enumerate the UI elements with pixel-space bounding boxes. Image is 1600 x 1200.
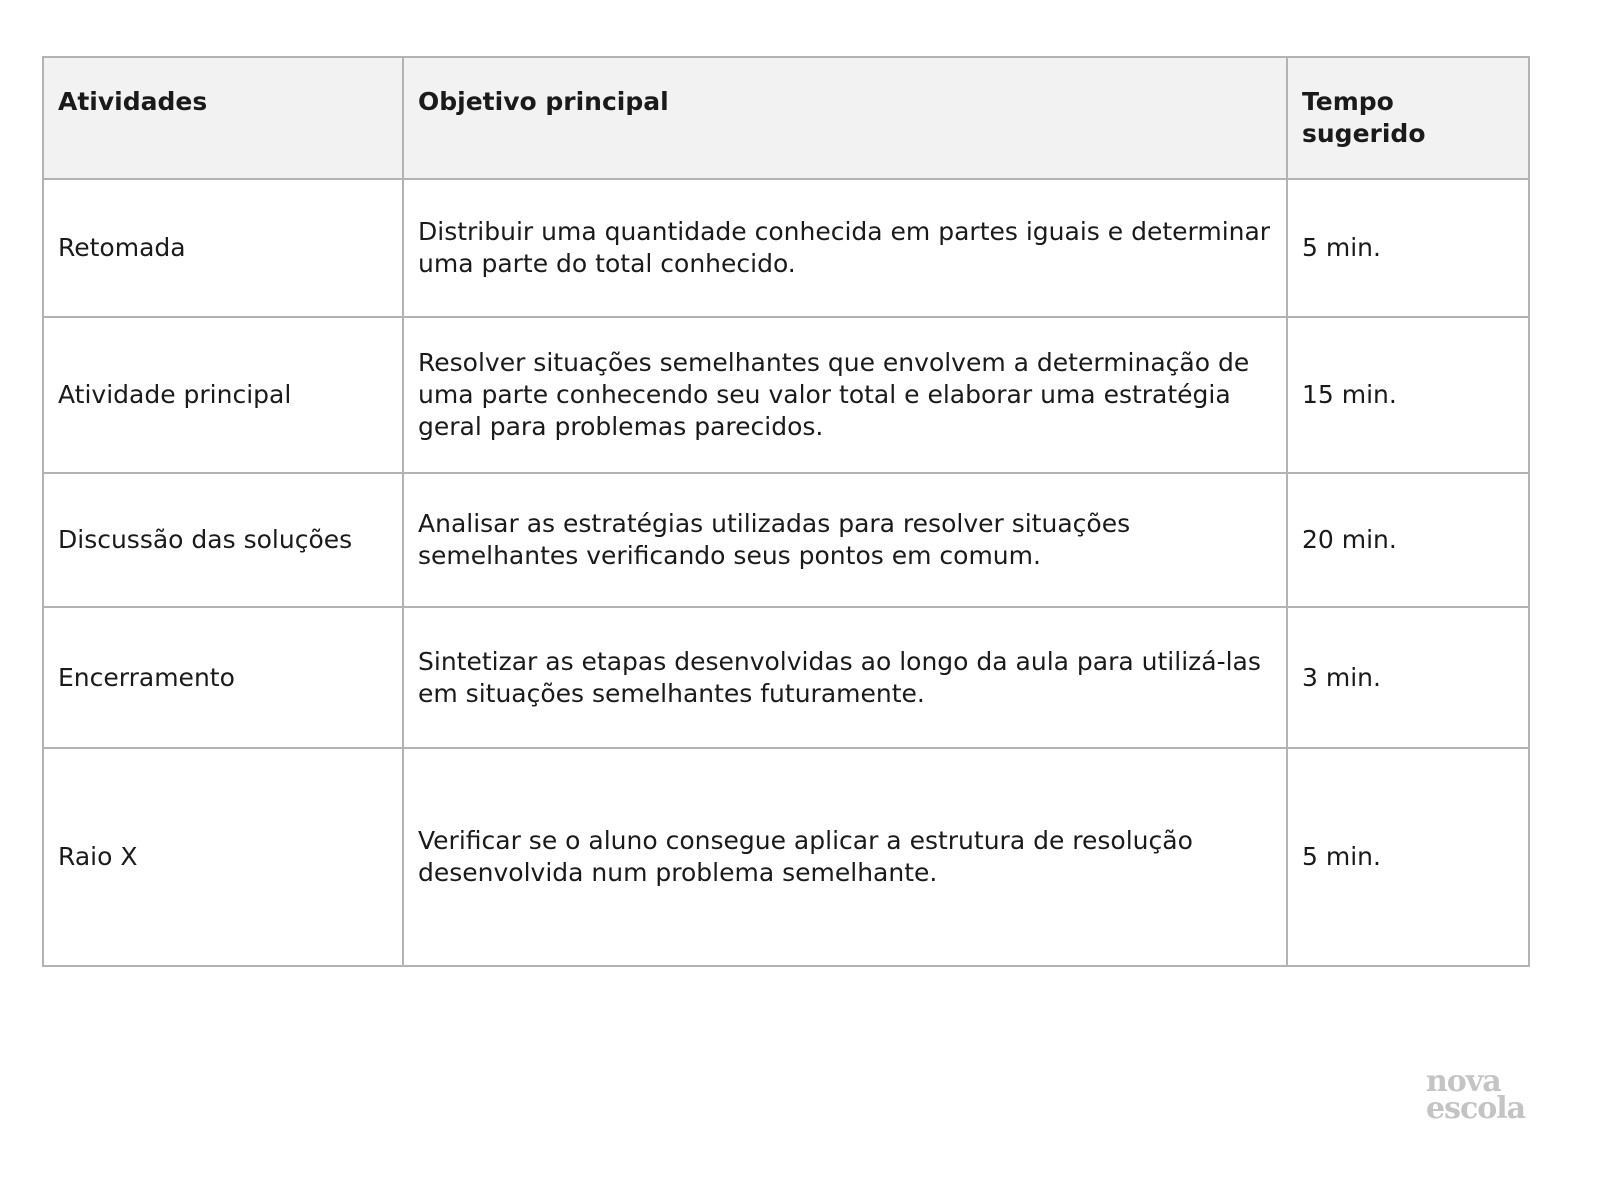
nova-escola-logo: [1426, 1064, 1546, 1126]
cell-time: 15 min.: [1287, 317, 1529, 473]
cell-time: 20 min.: [1287, 473, 1529, 607]
cell-time: 5 min.: [1287, 179, 1529, 317]
logo-line-1: nova: [1426, 1064, 1501, 1099]
cell-activity: Retomada: [43, 179, 403, 317]
table-header: [43, 57, 1529, 179]
table-row: [43, 748, 1529, 966]
header-activity: Atividades: [43, 57, 403, 179]
header-row: [43, 57, 1529, 179]
table-row: [43, 473, 1529, 607]
table-row: [43, 317, 1529, 473]
cell-time: 3 min.: [1287, 607, 1529, 748]
cell-objective: Sintetizar as etapas desenvolvidas ao longo da aula para utilizá-las em situações semelhantes futuramente.: [403, 607, 1287, 748]
cell-objective: Resolver situações semelhantes que envolvem a determinação de uma parte conhecendo seu valor total e elaborar uma estratégia geral para problemas parecidos.: [403, 317, 1287, 473]
cell-objective: Distribuir uma quantidade conhecida em partes iguais e determinar uma parte do total conhecido.: [403, 179, 1287, 317]
logo-line-2: escola: [1426, 1091, 1526, 1126]
cell-activity: Discussão das soluções: [43, 473, 403, 607]
table-row: [43, 607, 1529, 748]
cell-activity: Atividade principal: [43, 317, 403, 473]
cell-objective: Analisar as estratégias utilizadas para resolver situações semelhantes verificando seus pontos em comum.: [403, 473, 1287, 607]
cell-time: 5 min.: [1287, 748, 1529, 966]
cell-activity: Raio X: [43, 748, 403, 966]
header-objective: Objetivo principal: [403, 57, 1287, 179]
table-body: [43, 179, 1529, 966]
table-row: [43, 179, 1529, 317]
cell-objective: Verificar se o aluno consegue aplicar a estrutura de resolução desenvolvida num problema semelhante.: [403, 748, 1287, 966]
lesson-plan-table: [42, 56, 1530, 967]
cell-activity: Encerramento: [43, 607, 403, 748]
header-time: Tempo sugerido: [1287, 57, 1529, 179]
